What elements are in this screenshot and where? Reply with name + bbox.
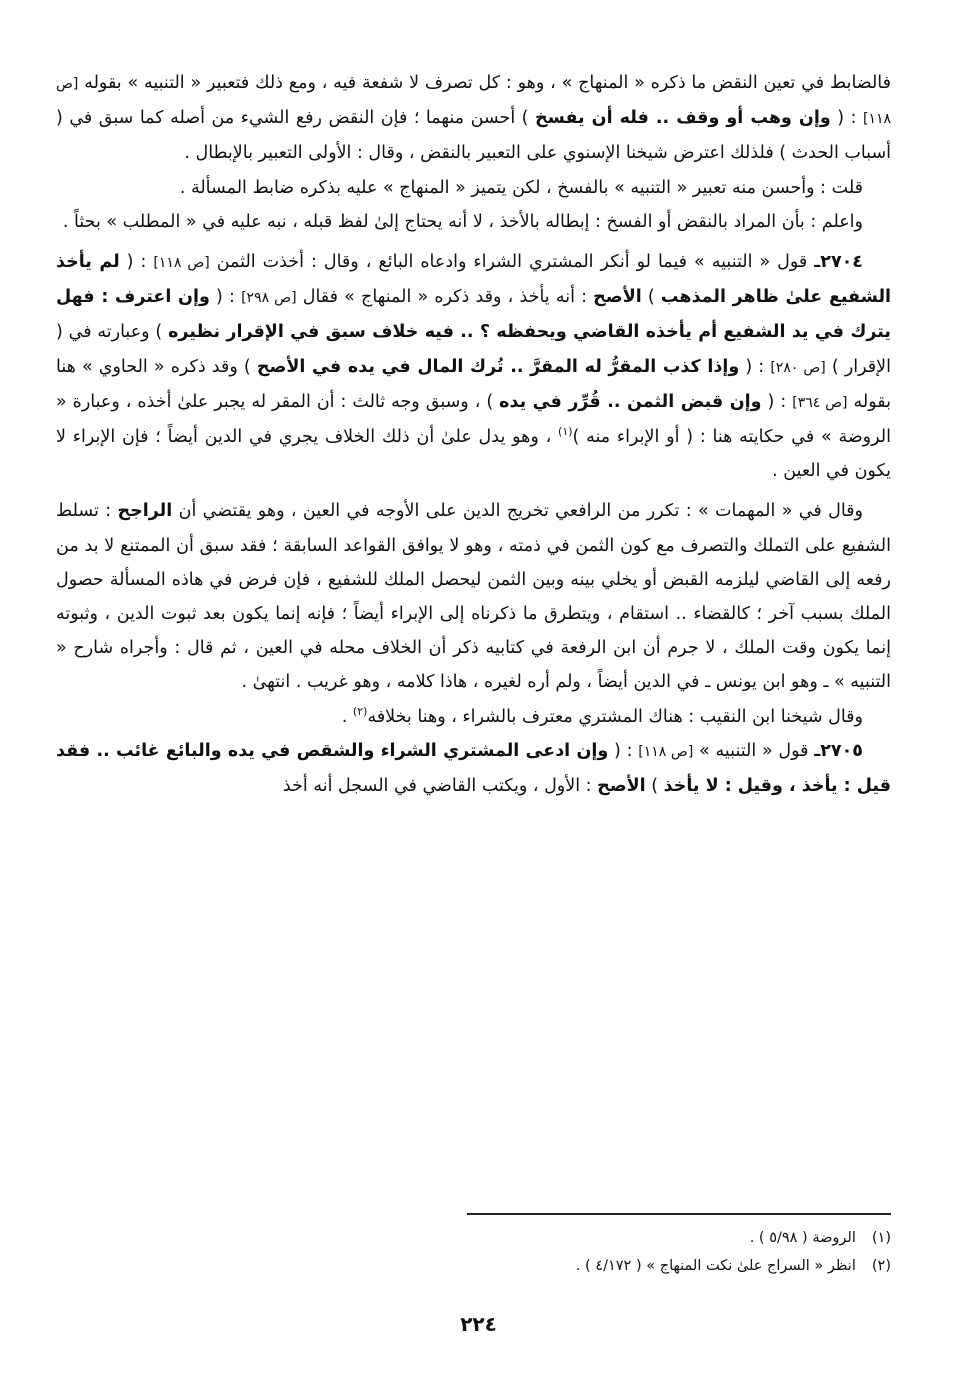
text-run: ) وقد ذكره « الحاوي » هنا بقوله bbox=[56, 356, 891, 412]
quoted-text: وإن اعترف : فهل يترك في يد الشفيع أم يأخذه القاضي ويحفظه ؟ .. فيه خلاف سبق في الإقرار نظيره bbox=[56, 287, 891, 343]
page-reference: [ص ١١٨] bbox=[153, 255, 210, 272]
text-run: : ( bbox=[608, 740, 639, 761]
text-run: فالضابط في تعين النقض ما ذكره « المنهاج » ، وهو : كل تصرف لا شفعة فيه ، ومع ذلك فتعبير « التنبيه » بقوله bbox=[78, 73, 891, 93]
paragraph bbox=[56, 245, 891, 488]
quoted-text: وإذا كذب المقرُّ له المقرَّ .. تُرك المال في يده في الأصح bbox=[256, 356, 740, 377]
quoted-text: وإن ادعى المشتري الشراء والشقص في يده والبائع غائب .. فقد قيل : يأخذ ، وقيل : لا يأخذ bbox=[56, 740, 891, 797]
quoted-text: ٢٧٠٤ـ bbox=[814, 252, 863, 273]
quoted-text: وإن وهب أو وقف .. فله أن يفسخ bbox=[535, 108, 831, 129]
quoted-text: الراجح bbox=[117, 501, 173, 522]
text-run: : ( bbox=[739, 356, 771, 377]
quoted-text: لم يأخذ الشفيع علىٰ ظاهر المذهب bbox=[56, 252, 892, 308]
text-run: : ( bbox=[830, 108, 863, 129]
text-run: : أنه يأخذ ، وقد ذكره « المنهاج » فقال bbox=[296, 287, 594, 308]
text-run: واعلم : بأن المراد بالنقض أو الفسخ : إبطاله بالأخذ ، لا أنه يحتاج إلىٰ لفظ قبله ، نبه عليه في « المطلب » بحثاً . bbox=[62, 211, 863, 232]
text-run: : ( bbox=[761, 391, 793, 412]
text-run: ) bbox=[641, 287, 661, 308]
page-reference: [ص ٢٩٨] bbox=[241, 290, 297, 307]
page-number: ٢٢٤ bbox=[460, 1312, 497, 1336]
text-run: قلت : وأحسن منه تعبير « التنبيه » بالفسخ ، لكن يتميز « المنهاج » عليه بذكره ضابط المسألة . bbox=[179, 177, 863, 198]
paragraph bbox=[56, 171, 891, 205]
text-run: . bbox=[341, 706, 353, 727]
text-run: ) bbox=[645, 776, 664, 797]
footnotes bbox=[300, 1224, 891, 1280]
text-run: ) ، وسبق وجه ثالث : أن المقر له يجبر علىٰ أخذه ، وعبارة « الروضة » في حكايته هنا : ( أو الإبراء منه ) bbox=[56, 391, 891, 448]
text-run: قول « التنبيه » bbox=[693, 740, 815, 761]
page-reference: [ص ١١٨] bbox=[56, 76, 891, 128]
page-reference: [ص ١١٨] bbox=[638, 743, 694, 760]
quoted-text: الأصح bbox=[597, 776, 646, 797]
paragraph bbox=[56, 66, 891, 171]
text-run: ) أحسن منهما ؛ فإن النقض رفع الشيء من أصله كما سبق في ( أسباب الحدث ) فلذلك اعترض شيخنا الإسنوي على التعبير بالنقض ، وقال : الأولى التعبير بالإبطال . bbox=[56, 108, 891, 164]
text-run: قول « التنبيه » فيما لو أنكر المشتري الشراء وادعاه البائع ، وقال : أخذت الثمن bbox=[209, 252, 815, 273]
text-run: : ( bbox=[119, 252, 154, 273]
footnote-number: (١) bbox=[871, 1230, 891, 1246]
footnote-marker: (١) bbox=[558, 425, 573, 439]
text-run: ) وعبارته في ( الإقرار ) bbox=[56, 322, 892, 377]
footnote-marker: (٢) bbox=[352, 704, 368, 718]
text-run: : الأول ، ويكتب القاضي في السجل أنه أخذ bbox=[282, 776, 598, 797]
page-reference: [ص ٣٦٤] bbox=[792, 394, 848, 411]
footnote-text: انظر « السراج علىٰ نكت المنهاج » ( ٤/١٧٢ ) . bbox=[575, 1258, 856, 1274]
text-run: وقال في « المهمات » : تكرر من الرافعي تخريج الدين على الأوجه في العين ، وهو يقتضي أن bbox=[172, 501, 863, 522]
footnote-text: الروضة ( ٥/٩٨ ) . bbox=[749, 1230, 856, 1246]
footnote bbox=[300, 1224, 891, 1252]
footnote bbox=[300, 1252, 891, 1280]
footnote-divider bbox=[467, 1213, 891, 1215]
text-run: ، وهو يدل علىٰ أن ذلك الخلاف يجري في الدين أيضاً ؛ فإن الإبراء لا يكون في العين . bbox=[56, 427, 891, 482]
paragraph bbox=[56, 494, 891, 699]
footnote-number: (٢) bbox=[871, 1258, 891, 1274]
quoted-text: الأصح bbox=[593, 287, 642, 308]
text-run: وقال شيخنا ابن النقيب : هناك المشتري معترف بالشراء ، وهنا بخلافه bbox=[367, 706, 863, 727]
paragraph bbox=[56, 700, 891, 734]
paragraph bbox=[56, 205, 891, 239]
text-run: : ( bbox=[209, 287, 242, 308]
text-run: : تسلط الشفيع على التملك والتصرف مع كون الثمن في ذمته ، وهو لا يوافق القواعد السابقة ؛ فقد سبق أن الممتنع لا بد من رفعه إلى القاضي ليلزمه القبض أو يخلي بينه وبين الثمن ليحصل الملك للشفيع ، فإن فرض في هاذه المسألة حصول الملك بسبب آخر ؛ كالقضاء .. استقام ، ويتطرق ما ذكرناه إلى الإبراء أيضاً ؛ فإنه إنما يكون بعد ثبوت الدين ، وثبوته إنما يكون وقت الملك ، لا جرم أن ابن الرفعة في كتابيه ذكر أن الخلاف محله في العين ، ثم قال : وأجراه شارح « التنبيه » ـ وهو ابن يونس ـ في الدين أيضاً ، ولم أره لغيره ، هاذا كلامه ، وهو غريب . انتهىٰ . bbox=[56, 501, 891, 693]
quoted-text: ٢٧٠٥ـ bbox=[814, 740, 863, 761]
page-reference: [ص ٢٨٠] bbox=[770, 359, 826, 376]
main-text bbox=[56, 66, 891, 803]
quoted-text: وإن قبض الثمن .. قُرِّر في يده bbox=[499, 391, 762, 412]
paragraph bbox=[56, 734, 891, 803]
